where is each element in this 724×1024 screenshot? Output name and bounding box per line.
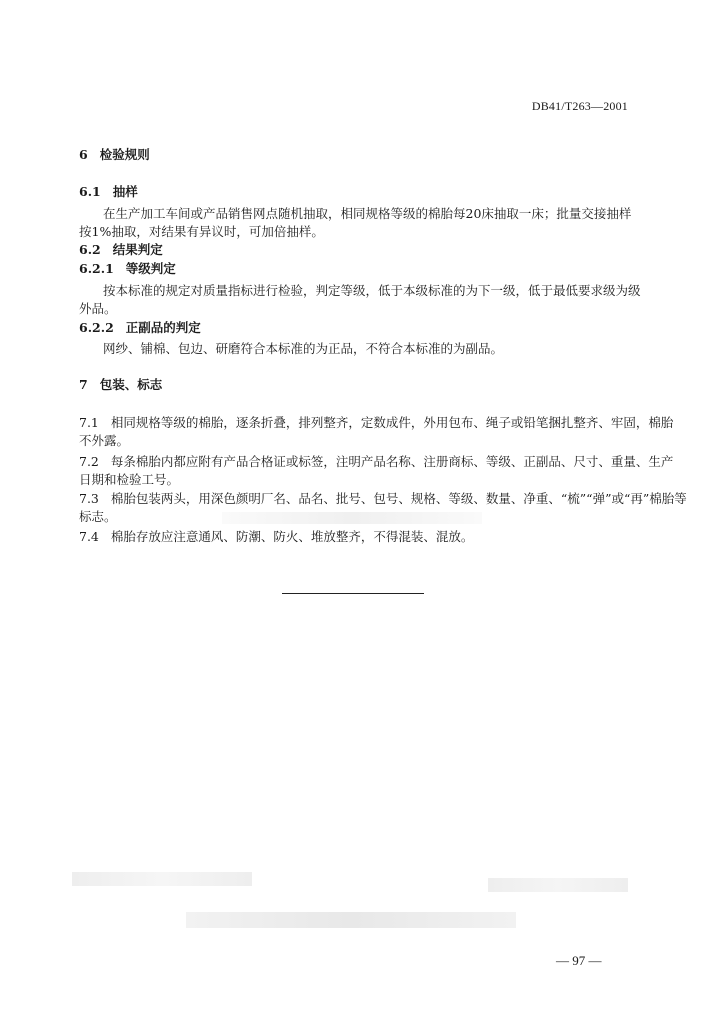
paragraph-line: 标志。 — [79, 509, 117, 524]
section-number: 6.2 — [79, 242, 101, 257]
standard-code: DB41/T263—2001 — [531, 99, 628, 113]
paragraph-line: 日期和检验工号。 — [79, 472, 180, 487]
clause-number: 7.2 — [79, 454, 99, 469]
section-number: 7 — [79, 377, 88, 392]
section-6-2-heading — [79, 242, 163, 258]
clause-number: 7.3 — [79, 491, 99, 506]
section-number: 6 — [79, 147, 88, 162]
clause-7-3-line — [79, 491, 687, 507]
bleed-through-mark — [488, 878, 628, 892]
section-title: 抽样 — [112, 184, 138, 199]
section-6-2-1-heading — [79, 261, 176, 277]
section-6-2-2-heading — [79, 320, 201, 336]
section-6-1-heading — [79, 184, 138, 200]
clause-number: 7.4 — [79, 529, 99, 544]
clause-7-2-line — [79, 454, 673, 470]
section-title: 等级判定 — [125, 261, 176, 276]
paragraph-line: 不外露。 — [79, 433, 130, 448]
bleed-through-mark — [222, 512, 482, 524]
end-separator-line — [282, 593, 424, 594]
paragraph-line: 网纱、铺棉、包边、研磨符合本标准的为正品，不符合本标准的为副品。 — [103, 341, 504, 356]
paragraph-line: 按1%抽取，对结果有异议时，可加倍抽样。 — [79, 224, 324, 239]
section-number: 6.2.2 — [79, 320, 114, 335]
clause-text: 相同规格等级的棉胎，逐条折叠，排列整齐，定数成件，外用包布、绳子或铅笔捆扎整齐、牢固，棉胎 — [110, 415, 674, 430]
section-number: 6.2.1 — [79, 261, 114, 276]
section-title: 结果判定 — [112, 242, 163, 257]
section-7-heading — [79, 377, 162, 393]
paragraph-line: 在生产加工车间或产品销售网点随机抽取，相同规格等级的棉胎每20床抽取一床；批量交接抽样 — [103, 206, 632, 221]
clause-text: 棉胎存放应注意通风、防潮、防火、堆放整齐，不得混装、混放。 — [110, 529, 474, 544]
section-number: 6.1 — [79, 184, 101, 199]
section-title: 检验规则 — [99, 147, 150, 162]
paragraph-line: 外品。 — [79, 301, 117, 316]
section-title: 正副品的判定 — [125, 320, 201, 335]
clause-7-1-line — [79, 415, 673, 431]
bleed-through-mark — [72, 872, 252, 886]
clause-7-4-line — [79, 529, 473, 545]
section-6-heading — [79, 147, 150, 163]
clause-text: 棉胎包装两头，用深色颜明厂名、品名、批号、包号、规格、等级、数量、净重、“梳”“弹”或“再”棉胎等 — [110, 491, 687, 506]
clause-number: 7.1 — [79, 415, 99, 430]
section-title: 包装、标志 — [99, 377, 163, 392]
paragraph-line: 按本标准的规定对质量指标进行检验，判定等级，低于本级标准的为下一级，低于最低要求级为级 — [103, 283, 641, 298]
page-number: — 97 — — [556, 953, 602, 968]
clause-text: 每条棉胎内都应附有产品合格证或标签，注明产品名称、注册商标、等级、正副品、尺寸、重量、生产 — [110, 454, 674, 469]
bleed-through-mark — [186, 912, 516, 928]
